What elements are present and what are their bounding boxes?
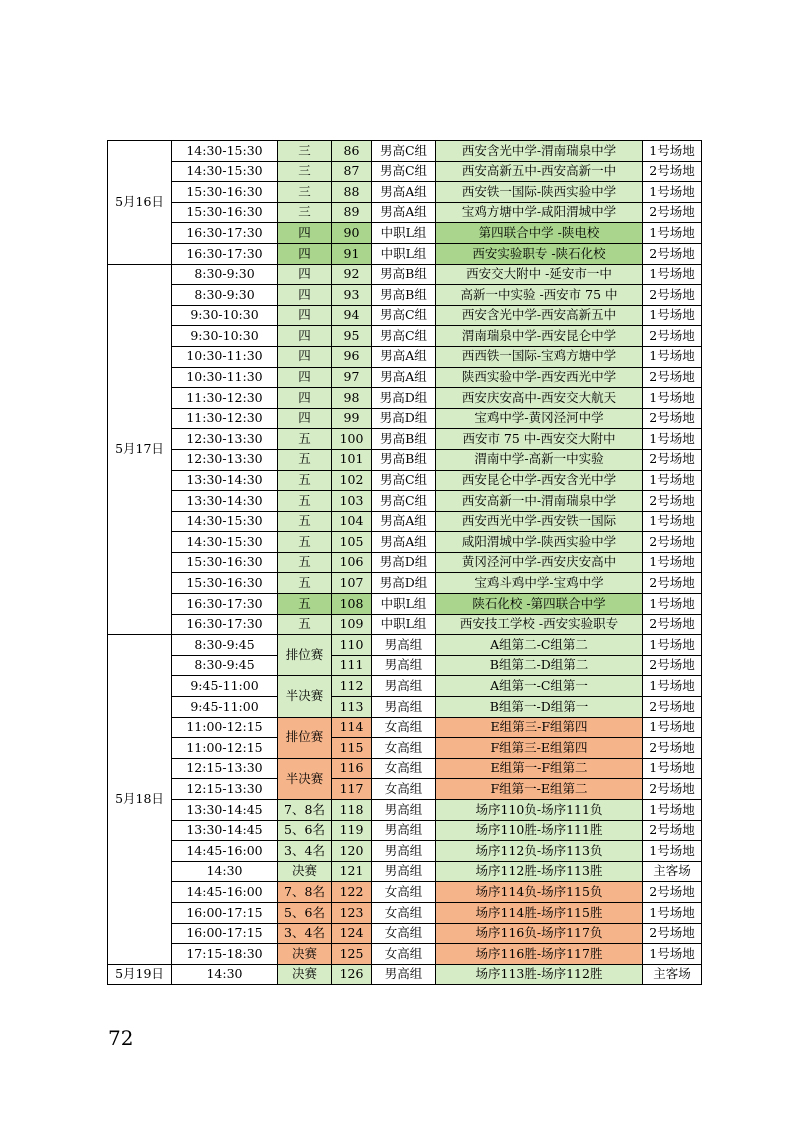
match-no-cell: 92 [332, 264, 372, 285]
match-no-cell: 106 [332, 552, 372, 573]
time-cell: 16:00-17:15 [172, 902, 278, 923]
round-cell: 5、6名 [278, 902, 332, 923]
table-row [108, 470, 702, 491]
time-cell: 15:30-16:30 [172, 573, 278, 594]
table-row [108, 573, 702, 594]
time-cell: 16:30-17:30 [172, 614, 278, 635]
round-cell: 三 [278, 182, 332, 203]
match-cell: 黄冈泾河中学-西安庆安高中 [436, 552, 643, 573]
match-cell: 场序112负-场序113负 [436, 841, 643, 862]
group-cell: 女高组 [372, 717, 436, 738]
match-cell: 场序112胜-场序113胜 [436, 861, 643, 882]
group-cell: 男高D组 [372, 408, 436, 429]
round-cell: 五 [278, 573, 332, 594]
match-cell: 场序114负-场序115负 [436, 882, 643, 903]
round-cell: 半决赛 [278, 758, 332, 799]
match-no-cell: 122 [332, 882, 372, 903]
table-row [108, 429, 702, 450]
table-row [108, 264, 702, 285]
match-no-cell: 107 [332, 573, 372, 594]
group-cell: 男高C组 [372, 141, 436, 162]
time-cell: 8:30-9:30 [172, 285, 278, 306]
round-cell: 四 [278, 285, 332, 306]
time-cell: 14:45-16:00 [172, 841, 278, 862]
match-no-cell: 93 [332, 285, 372, 306]
table-row [108, 408, 702, 429]
match-no-cell: 95 [332, 326, 372, 347]
venue-cell: 1号场地 [643, 141, 702, 162]
venue-cell: 1号场地 [643, 182, 702, 203]
time-cell: 12:30-13:30 [172, 429, 278, 450]
date-cell: 5月19日 [108, 964, 172, 985]
match-cell: 场序113胜-场序112胜 [436, 964, 643, 985]
group-cell: 男高D组 [372, 552, 436, 573]
match-cell: E组第三-F组第四 [436, 717, 643, 738]
group-cell: 女高组 [372, 882, 436, 903]
match-cell: 西安含光中学-西安高新五中 [436, 305, 643, 326]
group-cell: 男高组 [372, 841, 436, 862]
time-cell: 13:30-14:30 [172, 470, 278, 491]
match-cell: 西安高新一中-渭南瑞泉中学 [436, 491, 643, 512]
venue-cell: 1号场地 [643, 594, 702, 615]
group-cell: 男高组 [372, 697, 436, 718]
venue-cell: 1号场地 [643, 800, 702, 821]
round-cell: 五 [278, 429, 332, 450]
match-cell: B组第二-D组第二 [436, 655, 643, 676]
match-cell: 咸阳渭城中学-陕西实验中学 [436, 532, 643, 553]
venue-cell: 1号场地 [643, 552, 702, 573]
match-no-cell: 87 [332, 161, 372, 182]
match-cell: A组第二-C组第二 [436, 635, 643, 656]
match-no-cell: 110 [332, 635, 372, 656]
table-row [108, 532, 702, 553]
round-cell: 7、8名 [278, 800, 332, 821]
match-no-cell: 116 [332, 758, 372, 779]
venue-cell: 2号场地 [643, 738, 702, 759]
match-no-cell: 89 [332, 202, 372, 223]
round-cell: 三 [278, 202, 332, 223]
venue-cell: 2号场地 [643, 202, 702, 223]
group-cell: 男高C组 [372, 305, 436, 326]
round-cell: 四 [278, 223, 332, 244]
match-no-cell: 121 [332, 861, 372, 882]
venue-cell: 1号场地 [643, 676, 702, 697]
round-cell: 四 [278, 346, 332, 367]
table-row [108, 346, 702, 367]
match-no-cell: 94 [332, 305, 372, 326]
group-cell: 男高A组 [372, 346, 436, 367]
match-cell: 渭南中学-高新一中实验 [436, 449, 643, 470]
round-cell: 决赛 [278, 944, 332, 965]
venue-cell: 2号场地 [643, 491, 702, 512]
match-no-cell: 105 [332, 532, 372, 553]
venue-cell: 1号场地 [643, 429, 702, 450]
match-cell: 西安昆仑中学-西安含光中学 [436, 470, 643, 491]
round-cell: 五 [278, 532, 332, 553]
table-row [108, 738, 702, 759]
group-cell: 男高组 [372, 861, 436, 882]
round-cell: 五 [278, 594, 332, 615]
time-cell: 15:30-16:30 [172, 552, 278, 573]
time-cell: 15:30-16:30 [172, 202, 278, 223]
venue-cell: 2号场地 [643, 697, 702, 718]
round-cell: 四 [278, 243, 332, 264]
venue-cell: 1号场地 [643, 346, 702, 367]
match-cell: 高新一中实验 -西安市 75 中 [436, 285, 643, 306]
match-no-cell: 103 [332, 491, 372, 512]
venue-cell: 1号场地 [643, 264, 702, 285]
match-cell: 渭南瑞泉中学-西安昆仑中学 [436, 326, 643, 347]
venue-cell: 主客场 [643, 964, 702, 985]
round-cell: 半决赛 [278, 676, 332, 717]
match-no-cell: 123 [332, 902, 372, 923]
venue-cell: 2号场地 [643, 655, 702, 676]
table-row [108, 655, 702, 676]
match-no-cell: 98 [332, 388, 372, 409]
venue-cell: 2号场地 [643, 367, 702, 388]
time-cell: 16:30-17:30 [172, 223, 278, 244]
round-cell: 三 [278, 141, 332, 162]
table-row [108, 388, 702, 409]
venue-cell: 2号场地 [643, 923, 702, 944]
round-cell: 决赛 [278, 964, 332, 985]
round-cell: 决赛 [278, 861, 332, 882]
table-row [108, 800, 702, 821]
time-cell: 10:30-11:30 [172, 346, 278, 367]
venue-cell: 1号场地 [643, 388, 702, 409]
round-cell: 五 [278, 449, 332, 470]
group-cell: 中职L组 [372, 594, 436, 615]
table-row [108, 449, 702, 470]
table-row [108, 182, 702, 203]
table-row [108, 141, 702, 162]
round-cell: 四 [278, 367, 332, 388]
venue-cell: 2号场地 [643, 285, 702, 306]
venue-cell: 2号场地 [643, 408, 702, 429]
match-no-cell: 100 [332, 429, 372, 450]
match-no-cell: 108 [332, 594, 372, 615]
round-cell: 5、6名 [278, 820, 332, 841]
round-cell: 五 [278, 470, 332, 491]
time-cell: 8:30-9:45 [172, 655, 278, 676]
match-cell: B组第一-D组第一 [436, 697, 643, 718]
match-cell: 西安实验职专 -陕石化校 [436, 243, 643, 264]
group-cell: 女高组 [372, 779, 436, 800]
group-cell: 男高D组 [372, 573, 436, 594]
group-cell: 男高A组 [372, 367, 436, 388]
table-row [108, 491, 702, 512]
time-cell: 13:30-14:30 [172, 491, 278, 512]
table-row [108, 923, 702, 944]
match-no-cell: 86 [332, 141, 372, 162]
match-no-cell: 115 [332, 738, 372, 759]
table-row [108, 964, 702, 985]
match-cell: E组第一-F组第二 [436, 758, 643, 779]
venue-cell: 2号场地 [643, 820, 702, 841]
table-row [108, 511, 702, 532]
match-no-cell: 109 [332, 614, 372, 635]
match-no-cell: 111 [332, 655, 372, 676]
venue-cell: 1号场地 [643, 305, 702, 326]
round-cell: 四 [278, 388, 332, 409]
match-no-cell: 125 [332, 944, 372, 965]
time-cell: 9:30-10:30 [172, 305, 278, 326]
table-row [108, 676, 702, 697]
time-cell: 14:45-16:00 [172, 882, 278, 903]
time-cell: 14:30 [172, 861, 278, 882]
match-no-cell: 113 [332, 697, 372, 718]
group-cell: 男高D组 [372, 388, 436, 409]
table-row [108, 882, 702, 903]
time-cell: 11:00-12:15 [172, 738, 278, 759]
date-cell: 5月16日 [108, 141, 172, 265]
match-cell: 陕西实验中学-西安西光中学 [436, 367, 643, 388]
round-cell: 四 [278, 264, 332, 285]
time-cell: 8:30-9:30 [172, 264, 278, 285]
venue-cell: 1号场地 [643, 758, 702, 779]
group-cell: 男高组 [372, 964, 436, 985]
match-cell: 场序116胜-场序117胜 [436, 944, 643, 965]
venue-cell: 2号场地 [643, 161, 702, 182]
match-cell: 西西铁一国际-宝鸡方塘中学 [436, 346, 643, 367]
group-cell: 男高组 [372, 820, 436, 841]
round-cell: 3、4名 [278, 841, 332, 862]
venue-cell: 1号场地 [643, 223, 702, 244]
time-cell: 16:00-17:15 [172, 923, 278, 944]
round-cell: 四 [278, 326, 332, 347]
table-row [108, 594, 702, 615]
group-cell: 中职L组 [372, 243, 436, 264]
round-cell: 四 [278, 305, 332, 326]
match-cell: 西安西光中学-西安铁一国际 [436, 511, 643, 532]
match-cell: 西安技工学校 -西安实验职专 [436, 614, 643, 635]
match-no-cell: 126 [332, 964, 372, 985]
group-cell: 男高C组 [372, 470, 436, 491]
round-cell: 五 [278, 552, 332, 573]
match-cell: 第四联合中学 -陕电校 [436, 223, 643, 244]
time-cell: 13:30-14:45 [172, 820, 278, 841]
time-cell: 15:30-16:30 [172, 182, 278, 203]
venue-cell: 1号场地 [643, 841, 702, 862]
time-cell: 17:15-18:30 [172, 944, 278, 965]
group-cell: 女高组 [372, 738, 436, 759]
page-number: 72 [108, 1026, 134, 1050]
date-cell: 5月18日 [108, 635, 172, 965]
venue-cell: 主客场 [643, 861, 702, 882]
group-cell: 男高C组 [372, 161, 436, 182]
match-no-cell: 90 [332, 223, 372, 244]
round-cell: 四 [278, 408, 332, 429]
match-cell: 西安交大附中 -延安市一中 [436, 264, 643, 285]
group-cell: 女高组 [372, 923, 436, 944]
time-cell: 14:30-15:30 [172, 511, 278, 532]
round-cell: 五 [278, 511, 332, 532]
group-cell: 男高A组 [372, 182, 436, 203]
match-no-cell: 102 [332, 470, 372, 491]
table-row [108, 717, 702, 738]
match-cell: 场序116负-场序117负 [436, 923, 643, 944]
venue-cell: 2号场地 [643, 614, 702, 635]
group-cell: 男高A组 [372, 532, 436, 553]
table-row [108, 841, 702, 862]
group-cell: 男高组 [372, 635, 436, 656]
group-cell: 男高A组 [372, 511, 436, 532]
date-cell: 5月17日 [108, 264, 172, 635]
venue-cell: 2号场地 [643, 532, 702, 553]
time-cell: 12:30-13:30 [172, 449, 278, 470]
table-row [108, 635, 702, 656]
time-cell: 12:15-13:30 [172, 779, 278, 800]
venue-cell: 1号场地 [643, 635, 702, 656]
match-no-cell: 97 [332, 367, 372, 388]
group-cell: 男高B组 [372, 264, 436, 285]
time-cell: 8:30-9:45 [172, 635, 278, 656]
round-cell: 五 [278, 614, 332, 635]
match-no-cell: 99 [332, 408, 372, 429]
venue-cell: 2号场地 [643, 573, 702, 594]
match-cell: 场序114胜-场序115胜 [436, 902, 643, 923]
table-row [108, 779, 702, 800]
match-cell: 宝鸡方塘中学-咸阳渭城中学 [436, 202, 643, 223]
match-cell: 西安庆安高中-西安交大航天 [436, 388, 643, 409]
group-cell: 男高B组 [372, 449, 436, 470]
time-cell: 9:30-10:30 [172, 326, 278, 347]
table-row [108, 758, 702, 779]
table-row [108, 202, 702, 223]
time-cell: 14:30-15:30 [172, 141, 278, 162]
match-cell: F组第三-E组第四 [436, 738, 643, 759]
table-row [108, 223, 702, 244]
time-cell: 14:30-15:30 [172, 161, 278, 182]
group-cell: 女高组 [372, 944, 436, 965]
group-cell: 女高组 [372, 758, 436, 779]
match-no-cell: 120 [332, 841, 372, 862]
venue-cell: 2号场地 [643, 243, 702, 264]
time-cell: 10:30-11:30 [172, 367, 278, 388]
round-cell: 三 [278, 161, 332, 182]
round-cell: 五 [278, 491, 332, 512]
table-row [108, 614, 702, 635]
match-no-cell: 114 [332, 717, 372, 738]
group-cell: 男高组 [372, 676, 436, 697]
group-cell: 男高A组 [372, 202, 436, 223]
venue-cell: 1号场地 [643, 511, 702, 532]
round-cell: 3、4名 [278, 923, 332, 944]
match-cell: A组第一-C组第一 [436, 676, 643, 697]
match-cell: 西安铁一国际-陕西实验中学 [436, 182, 643, 203]
time-cell: 11:30-12:30 [172, 388, 278, 409]
group-cell: 男高组 [372, 800, 436, 821]
match-cell: 陕石化校 -第四联合中学 [436, 594, 643, 615]
venue-cell: 1号场地 [643, 470, 702, 491]
venue-cell: 2号场地 [643, 779, 702, 800]
match-cell: 西安高新五中-西安高新一中 [436, 161, 643, 182]
group-cell: 女高组 [372, 902, 436, 923]
match-cell: F组第一-E组第二 [436, 779, 643, 800]
group-cell: 中职L组 [372, 223, 436, 244]
match-no-cell: 96 [332, 346, 372, 367]
match-cell: 宝鸡中学-黄冈泾河中学 [436, 408, 643, 429]
match-cell: 宝鸡斗鸡中学-宝鸡中学 [436, 573, 643, 594]
group-cell: 男高组 [372, 655, 436, 676]
match-no-cell: 117 [332, 779, 372, 800]
venue-cell: 1号场地 [643, 717, 702, 738]
match-cell: 西安含光中学-渭南瑞泉中学 [436, 141, 643, 162]
time-cell: 16:30-17:30 [172, 243, 278, 264]
match-no-cell: 101 [332, 449, 372, 470]
table-row [108, 902, 702, 923]
match-no-cell: 88 [332, 182, 372, 203]
group-cell: 男高C组 [372, 491, 436, 512]
table-row [108, 326, 702, 347]
match-no-cell: 124 [332, 923, 372, 944]
group-cell: 中职L组 [372, 614, 436, 635]
round-cell: 排位赛 [278, 717, 332, 758]
venue-cell: 1号场地 [643, 944, 702, 965]
match-cell: 场序110胜-场序111胜 [436, 820, 643, 841]
group-cell: 男高C组 [372, 326, 436, 347]
time-cell: 9:45-11:00 [172, 676, 278, 697]
match-no-cell: 112 [332, 676, 372, 697]
table-row [108, 305, 702, 326]
time-cell: 12:15-13:30 [172, 758, 278, 779]
match-no-cell: 104 [332, 511, 372, 532]
table-row [108, 552, 702, 573]
round-cell: 排位赛 [278, 635, 332, 676]
table-row [108, 944, 702, 965]
table-row [108, 285, 702, 306]
table-row [108, 861, 702, 882]
table-row [108, 367, 702, 388]
time-cell: 14:30 [172, 964, 278, 985]
round-cell: 7、8名 [278, 882, 332, 903]
table-row [108, 697, 702, 718]
time-cell: 16:30-17:30 [172, 594, 278, 615]
group-cell: 男高B组 [372, 429, 436, 450]
table-row [108, 820, 702, 841]
time-cell: 14:30-15:30 [172, 532, 278, 553]
time-cell: 11:30-12:30 [172, 408, 278, 429]
time-cell: 11:00-12:15 [172, 717, 278, 738]
schedule-table [107, 140, 702, 985]
venue-cell: 2号场地 [643, 449, 702, 470]
time-cell: 13:30-14:45 [172, 800, 278, 821]
table-row [108, 243, 702, 264]
match-no-cell: 91 [332, 243, 372, 264]
table-row [108, 161, 702, 182]
venue-cell: 2号场地 [643, 326, 702, 347]
venue-cell: 2号场地 [643, 882, 702, 903]
time-cell: 9:45-11:00 [172, 697, 278, 718]
group-cell: 男高B组 [372, 285, 436, 306]
match-no-cell: 119 [332, 820, 372, 841]
match-no-cell: 118 [332, 800, 372, 821]
match-cell: 场序110负-场序111负 [436, 800, 643, 821]
venue-cell: 1号场地 [643, 902, 702, 923]
match-cell: 西安市 75 中-西安交大附中 [436, 429, 643, 450]
